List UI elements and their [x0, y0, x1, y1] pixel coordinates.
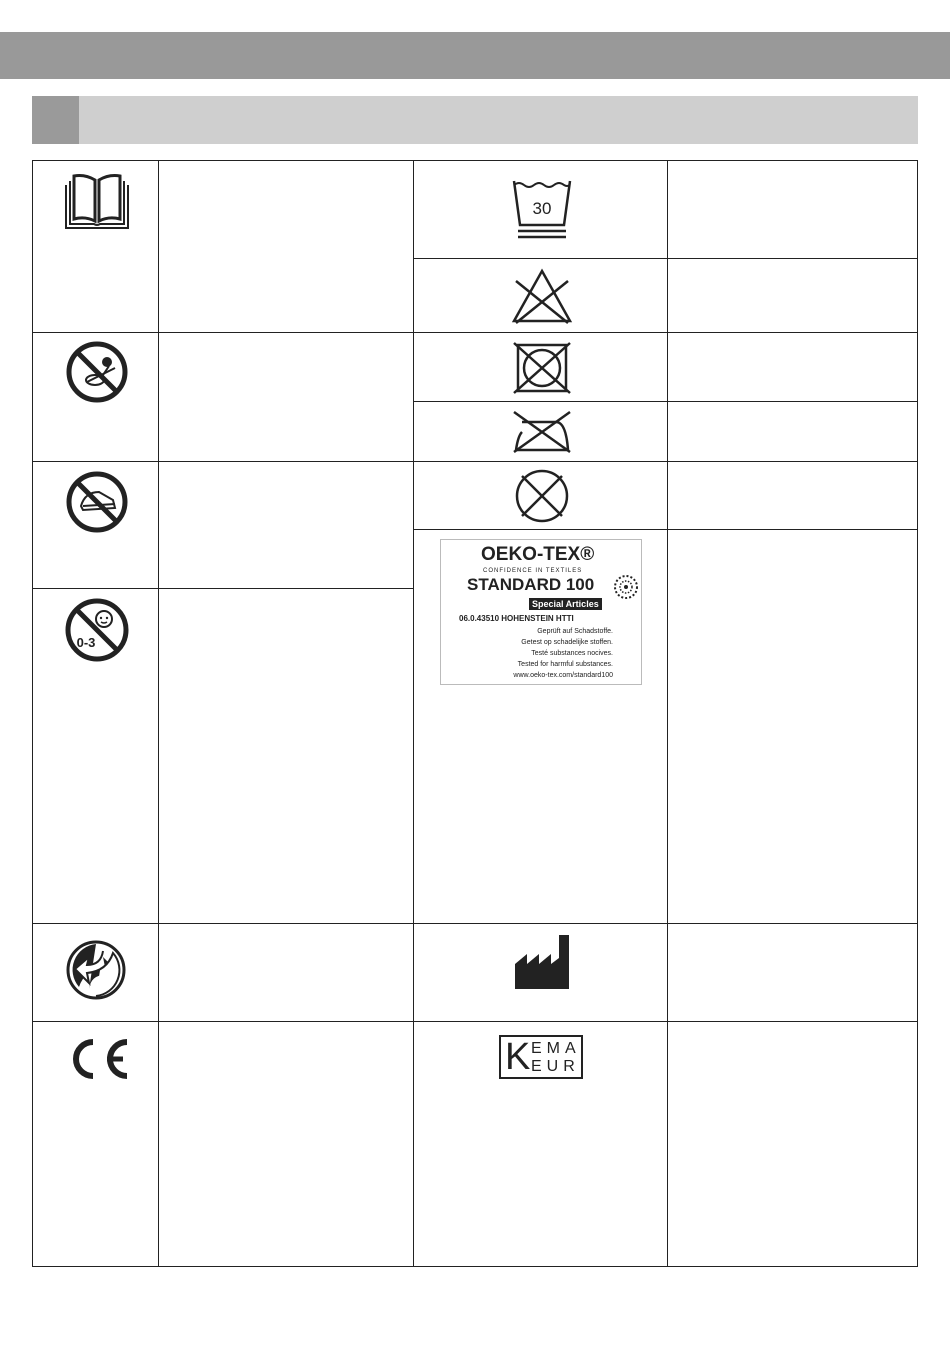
wash-30-icon: [512, 179, 572, 239]
read-manual-icon: [63, 172, 131, 232]
kema-line-2: EUR: [531, 1058, 580, 1075]
section-number-box: [32, 96, 79, 144]
oeko-tex-tested-line: Tested for harmful substances.: [517, 661, 613, 668]
ce-mark-icon: [65, 1036, 131, 1082]
icon-cell-no-bleach: [413, 258, 668, 333]
text-cell-wash: [667, 160, 918, 259]
icon-cell-kema: [413, 1021, 668, 1267]
do-not-tumble-dry-icon: [512, 341, 572, 395]
oeko-tex-brand: OEKO-TEX®: [481, 544, 595, 565]
oeko-tex-standard: STANDARD 100: [467, 575, 595, 594]
icon-cell-no-tumble-dry: [413, 332, 668, 402]
text-cell-green-dot: [158, 923, 414, 1022]
section-header: [32, 96, 918, 144]
text-cell-manufacturer: [667, 923, 918, 1022]
text-cell-no-bleach: [667, 258, 918, 333]
icon-cell-ce: [32, 1021, 159, 1267]
text-cell-no-tumble-dry: [667, 332, 918, 402]
not-for-children-0-3-icon: [64, 597, 130, 663]
icon-cell-green-dot: [32, 923, 159, 1022]
no-pins-icon: [65, 340, 129, 404]
wash-temperature-label: 30: [532, 199, 552, 218]
text-cell-no-pins: [158, 332, 414, 462]
oeko-tex-tested-line: Testé substances nocives.: [531, 650, 613, 657]
manufacturer-icon: [514, 934, 570, 990]
do-not-dry-clean-icon: [514, 468, 570, 524]
icon-cell-wash: [413, 160, 668, 259]
text-cell-age-warning: [158, 588, 414, 924]
text-cell-oeko-tex: [667, 529, 918, 924]
icon-cell-oeko-tex: [413, 529, 668, 924]
text-cell-kema: [667, 1021, 918, 1267]
oeko-tex-tested-line: www.oeko-tex.com/standard100: [513, 672, 613, 679]
icon-cell-manual: [32, 160, 159, 333]
kema-line-1: EMA: [531, 1040, 581, 1057]
oeko-tex-category: Special Articles: [529, 598, 602, 610]
do-not-iron-icon: [512, 410, 572, 454]
text-cell-manual: [158, 160, 414, 333]
icon-cell-manufacturer: [413, 923, 668, 1022]
oeko-tex-tested-line: Getest op schadelijke stoffen.: [521, 639, 613, 646]
oeko-tex-label: [440, 539, 642, 685]
icon-cell-no-pins: [32, 332, 159, 462]
kema-keur-logo: [499, 1035, 583, 1079]
icon-cell-no-heat: [32, 461, 159, 589]
text-cell-ce: [158, 1021, 414, 1267]
text-cell-no-heat: [158, 461, 414, 589]
oeko-tex-flower-icon: [613, 574, 639, 600]
oeko-tex-tested-line: Geprüft auf Schadstoffe.: [537, 628, 613, 635]
text-cell-no-ironing: [667, 401, 918, 462]
oeko-tex-tagline: CONFIDENCE IN TEXTILES: [483, 568, 583, 574]
kema-letter-k: K: [505, 1036, 531, 1078]
green-dot-recycling-icon: [65, 939, 127, 1001]
text-cell-no-dry-clean: [667, 461, 918, 530]
oeko-tex-certificate: 06.0.43510 HOHENSTEIN HTTI: [459, 614, 574, 623]
no-iron-on-item-icon: [65, 470, 129, 534]
do-not-bleach-icon: [510, 267, 574, 325]
top-banner: [0, 32, 950, 79]
age-range-label: 0-3: [76, 635, 96, 650]
icon-cell-no-dry-clean: [413, 461, 668, 530]
icon-cell-age-warning: [32, 588, 159, 924]
icon-cell-no-ironing: [413, 401, 668, 462]
